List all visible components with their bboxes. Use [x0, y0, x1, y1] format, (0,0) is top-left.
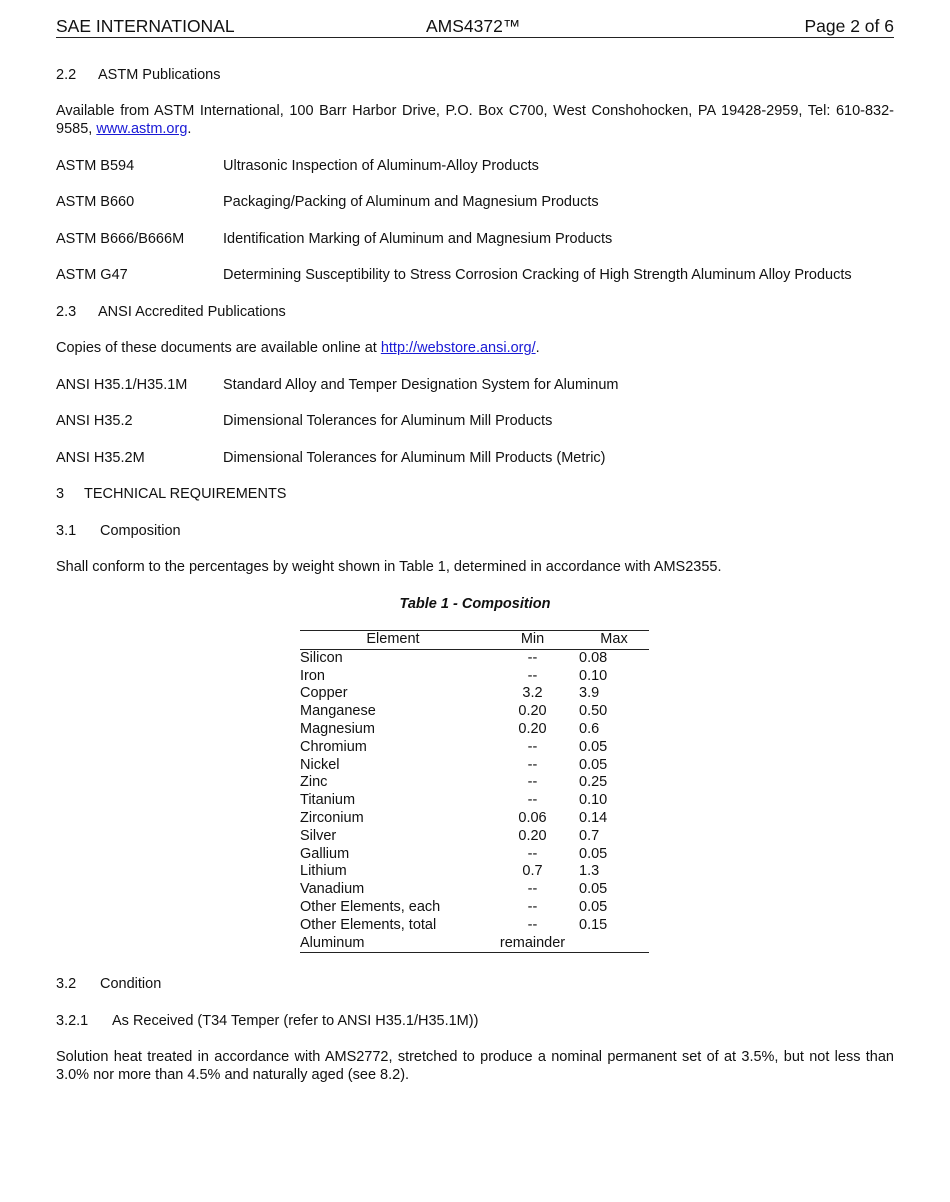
table-row — [300, 935, 649, 953]
column-header: Min — [520, 631, 545, 647]
table-caption: Table 1 - Composition — [399, 596, 551, 612]
max-cell: 0.15 — [579, 916, 608, 933]
table-header-row — [300, 631, 649, 650]
element-cell: Vanadium — [300, 881, 365, 898]
section-number: 2.2 — [56, 67, 77, 83]
table-row — [300, 828, 649, 846]
min-cell: 3.2 — [522, 685, 543, 702]
max-cell: 3.9 — [579, 685, 600, 702]
section-title: ANSI Accredited Publications — [98, 304, 286, 320]
table-row — [300, 917, 649, 935]
max-cell: 0.05 — [579, 756, 608, 773]
element-cell: Chromium — [300, 738, 367, 755]
table-row — [300, 721, 649, 739]
section-number: 2.3 — [56, 304, 77, 320]
section-3-2-1-text: Solution heat treated in accordance with AMS2772, stretched to produce a nominal permanent set of at 3.5%, but not less than 3.0% nor more than 4.5% and naturally aged (see 8.2). — [56, 1049, 894, 1083]
element-cell: Nickel — [300, 756, 340, 773]
element-cell: Copper — [300, 685, 348, 702]
section-title: Composition — [100, 523, 181, 539]
section-3-2-1-heading — [56, 1012, 478, 1030]
section-number: 3 — [56, 486, 65, 502]
table-row — [300, 757, 649, 775]
max-cell: 0.10 — [579, 667, 608, 684]
astm-link[interactable]: www.astm.org — [96, 121, 188, 137]
element-cell: Magnesium — [300, 720, 375, 737]
column-header: Max — [600, 631, 628, 647]
element-cell: Titanium — [300, 792, 356, 809]
section-2-3-heading — [56, 303, 286, 321]
reference-title: Standard Alloy and Temper Designation System for Aluminum — [223, 377, 619, 393]
reference-title: Ultrasonic Inspection of Aluminum-Alloy Products — [223, 158, 539, 174]
section-2-3-intro — [56, 339, 894, 357]
element-cell: Other Elements, total — [300, 916, 437, 933]
element-cell: Zinc — [300, 774, 328, 791]
section-title: As Received (T34 Temper (refer to ANSI H35.1/H35.1M)) — [112, 1013, 479, 1029]
ansi-link[interactable]: http://webstore.ansi.org/ — [380, 340, 536, 356]
table-row — [300, 863, 649, 881]
element-cell: Manganese — [300, 703, 376, 720]
intro-period: . — [187, 121, 192, 137]
element-cell: Lithium — [300, 863, 347, 880]
reference-title: Packaging/Packing of Aluminum and Magnesium Products — [223, 194, 599, 210]
max-cell: 0.6 — [579, 720, 600, 737]
min-cell: 0.7 — [522, 863, 543, 880]
table-row — [300, 703, 649, 721]
intro-period: . — [535, 340, 540, 356]
reference-title: Dimensional Tolerances for Aluminum Mill Products — [223, 413, 553, 429]
table-row — [300, 846, 649, 864]
table-row — [300, 649, 649, 667]
section-title: TECHNICAL REQUIREMENTS — [84, 486, 287, 502]
max-cell — [579, 935, 649, 953]
reference-code: ANSI H35.1/H35.1M — [56, 377, 188, 393]
max-cell: 0.05 — [579, 898, 608, 915]
section-2-2-intro — [56, 102, 894, 138]
element-cell: Iron — [300, 667, 325, 684]
table-row — [300, 739, 649, 757]
intro-text: Available from ASTM International, 100 Barr Harbor Drive, P.O. Box C700, West Conshohocken, PA 19428-2959, Tel: 610-832-9585, — [56, 103, 894, 137]
min-cell: -- — [527, 792, 538, 809]
min-cell: 0.20 — [518, 703, 547, 720]
min-cell: 0.20 — [518, 827, 547, 844]
header-page-number: Page 2 of 6 — [804, 16, 894, 36]
table-row — [300, 899, 649, 917]
table-row — [300, 668, 649, 686]
section-3-heading — [56, 485, 286, 503]
table-row — [300, 774, 649, 792]
section-number: 3.1 — [56, 523, 77, 539]
reference-code: ASTM B594 — [56, 158, 135, 174]
min-cell: -- — [527, 916, 538, 933]
max-cell: 0.14 — [579, 809, 608, 826]
min-cell: -- — [527, 898, 538, 915]
max-cell: 0.05 — [579, 845, 608, 862]
element-cell: Silver — [300, 827, 337, 844]
max-cell: 0.7 — [579, 827, 600, 844]
section-3-1-text: Shall conform to the percentages by weight shown in Table 1, determined in accordance with AMS2355. — [56, 559, 722, 575]
element-cell: Zirconium — [300, 809, 364, 826]
section-title: ASTM Publications — [98, 67, 221, 83]
reference-title: Determining Susceptibility to Stress Corrosion Cracking of High Strength Aluminum Alloy Products — [223, 267, 852, 283]
reference-title: Dimensional Tolerances for Aluminum Mill Products (Metric) — [223, 450, 606, 466]
section-3-1-heading — [56, 522, 181, 540]
min-cell: -- — [527, 649, 538, 666]
min-cell: -- — [527, 845, 538, 862]
min-cell: -- — [527, 881, 538, 898]
min-cell: -- — [527, 756, 538, 773]
max-cell: 0.50 — [579, 703, 608, 720]
max-cell: 0.05 — [579, 881, 608, 898]
table-row — [300, 685, 649, 703]
element-cell: Aluminum — [300, 934, 365, 951]
table-row — [300, 792, 649, 810]
reference-code: ASTM B660 — [56, 194, 135, 210]
max-cell: 0.10 — [579, 792, 608, 809]
element-cell: Silicon — [300, 649, 343, 666]
table-row — [300, 810, 649, 828]
min-cell: remainder — [499, 934, 566, 951]
section-3-2-heading — [56, 975, 161, 993]
max-cell: 0.05 — [579, 738, 608, 755]
min-cell: -- — [527, 774, 538, 791]
section-number: 3.2 — [56, 976, 77, 992]
max-cell: 0.25 — [579, 774, 608, 791]
reference-code: ANSI H35.2M — [56, 450, 145, 466]
reference-code: ASTM G47 — [56, 267, 128, 283]
min-cell: -- — [527, 667, 538, 684]
reference-title: Identification Marking of Aluminum and Magnesium Products — [223, 231, 613, 247]
reference-code: ASTM B666/B666M — [56, 231, 185, 247]
header-org: SAE INTERNATIONAL — [56, 16, 235, 36]
column-header: Element — [366, 631, 420, 647]
reference-code: ANSI H35.2 — [56, 413, 133, 429]
max-cell: 1.3 — [579, 863, 600, 880]
max-cell: 0.08 — [579, 649, 608, 666]
section-2-2-heading — [56, 66, 221, 84]
min-cell: 0.06 — [518, 809, 547, 826]
composition-table — [300, 630, 649, 953]
element-cell: Gallium — [300, 845, 350, 862]
element-cell: Other Elements, each — [300, 898, 441, 915]
section-number: 3.2.1 — [56, 1013, 89, 1029]
header-doc-number: AMS4372™ — [426, 16, 521, 36]
min-cell: -- — [527, 738, 538, 755]
intro-text: Copies of these documents are available online at — [56, 340, 381, 356]
page-header — [56, 15, 894, 38]
min-cell: 0.20 — [518, 720, 547, 737]
table-row — [300, 881, 649, 899]
section-title: Condition — [100, 976, 162, 992]
